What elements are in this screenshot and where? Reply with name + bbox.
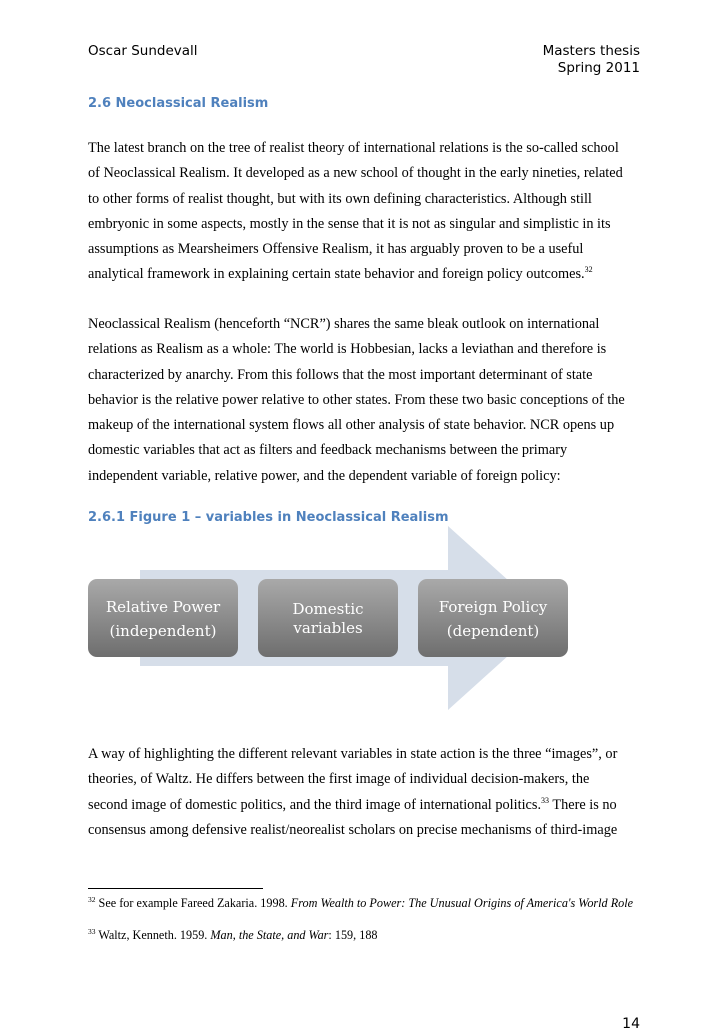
running-header-term: Spring 2011 bbox=[557, 60, 640, 76]
box-1-label-line2: (independent) bbox=[109, 622, 217, 640]
figure-svg bbox=[88, 526, 668, 716]
footnote-text: Waltz, Kenneth. 1959. bbox=[95, 928, 211, 942]
paragraph-line: theories, of Waltz. He differs between the first image of individual decision-makers, the bbox=[88, 771, 590, 788]
footnote-title: Man, the State, and War bbox=[210, 928, 329, 942]
paragraph-2 bbox=[88, 312, 648, 489]
paragraph-line-text: There is no bbox=[549, 796, 617, 813]
footnote-ref-32[interactable]: 32 bbox=[584, 265, 593, 275]
paragraph-line: embryonic in some aspects, mostly in the sense that it is not as singular and simplistic in its bbox=[88, 215, 611, 232]
paragraph-1 bbox=[88, 136, 648, 288]
footnote-pages: : 159, 188 bbox=[328, 928, 378, 942]
paragraph-line-with-ref bbox=[88, 793, 648, 818]
paragraph-line: domestic variables that act as filters and feedback mechanisms between the primary bbox=[88, 442, 568, 459]
paragraph-line: characterized by anarchy. From this follows that the most important determinant of state bbox=[88, 366, 593, 383]
running-header-author: Oscar Sundevall bbox=[88, 43, 198, 59]
paragraph-line: to other forms of realist thought, but with its own defining characteristics. Although still bbox=[88, 190, 592, 207]
running-header-right bbox=[543, 43, 640, 77]
diagram-box-3 bbox=[418, 579, 568, 657]
running-header-doc-type: Masters thesis bbox=[542, 43, 640, 59]
paragraph-line: behavior is the relative power relative to other states. From these two basic conceptions of the bbox=[88, 391, 625, 408]
footnote-32 bbox=[88, 895, 648, 911]
footnote-ref-33[interactable]: 33 bbox=[541, 795, 550, 805]
box-2-label-line2: variables bbox=[293, 619, 363, 637]
paragraph-line-text: second image of domestic politics, and the third image of international politics. bbox=[88, 796, 542, 813]
figure-caption: 2.6.1 Figure 1 – variables in Neoclassical Realism bbox=[88, 510, 449, 525]
paragraph-line: makeup of the international system flows all other analysis of state behavior. NCR opens up bbox=[88, 417, 615, 434]
footnote-text: See for example Fareed Zakaria. 1998. bbox=[95, 896, 291, 910]
paragraph-line: of Neoclassical Realism. It developed as a new school of thought in the early nineties, related bbox=[88, 165, 623, 182]
box-3-label-line2: (dependent) bbox=[446, 622, 540, 640]
footnote-33 bbox=[88, 927, 648, 943]
box-3-label-line1: Foreign Policy bbox=[438, 598, 548, 616]
footnote-divider bbox=[88, 888, 263, 889]
diagram-box-2 bbox=[258, 579, 398, 657]
footnote-number: 33 bbox=[88, 927, 96, 936]
paragraph-line: The latest branch on the tree of realist theory of international relations is the so-called school bbox=[88, 140, 619, 156]
paragraph-line: Neoclassical Realism (henceforth “NCR”) shares the same bleak outlook on international bbox=[88, 316, 600, 332]
diagram-box-1 bbox=[88, 579, 238, 657]
paragraph-3 bbox=[88, 742, 648, 843]
paragraph-line: relations as Realism as a whole: The world is Hobbesian, lacks a leviathan and therefore is bbox=[88, 341, 607, 358]
box-1-label-line1: Relative Power bbox=[105, 598, 221, 616]
box-2-label-line1: Domestic bbox=[292, 600, 364, 618]
figure-diagram bbox=[88, 526, 668, 716]
footnote-title: From Wealth to Power: The Unusual Origins of America's World Role bbox=[290, 896, 634, 910]
paragraph-line: assumptions as Mearsheimers Offensive Realism, it has arguably proven to be a useful bbox=[88, 241, 584, 258]
paragraph-line-text: analytical framework in explaining certain state behavior and foreign policy outcomes. bbox=[88, 266, 585, 283]
page-number: 14 bbox=[622, 1016, 640, 1032]
paragraph-line: A way of highlighting the different relevant variables in state action is the three “images”, or bbox=[88, 746, 618, 762]
paragraph-line: independent variable, relative power, and the dependent variable of foreign policy: bbox=[88, 467, 561, 484]
paragraph-line: consensus among defensive realist/neorealist scholars on precise mechanisms of third-image bbox=[88, 821, 618, 838]
paragraph-line-last bbox=[88, 262, 648, 287]
section-heading: 2.6 Neoclassical Realism bbox=[88, 96, 269, 111]
footnote-number: 32 bbox=[88, 895, 96, 904]
